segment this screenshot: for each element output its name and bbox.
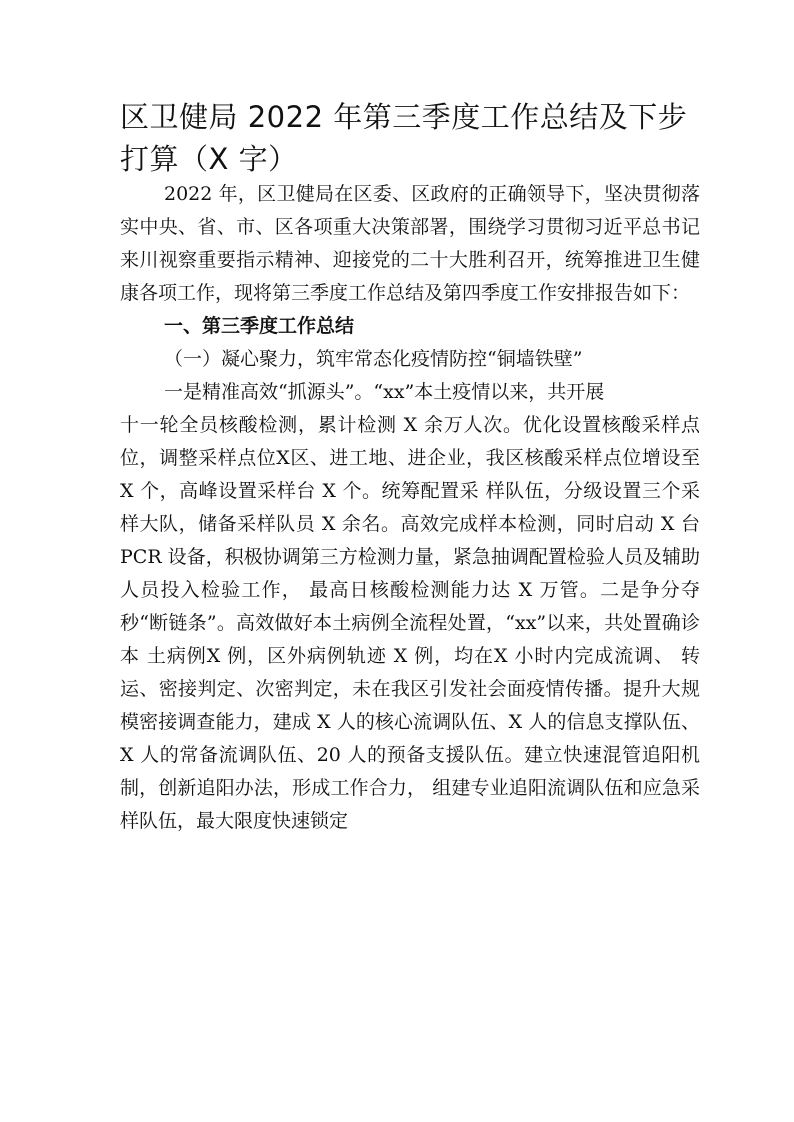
document-title: 区卫健局 2022 年第三季度工作总结及下步打算（X 字） [120,100,688,176]
document-body [120,178,700,838]
subsection-heading: （一）凝心聚力，筑牢常态化疫情防控“铜墙铁壁” [164,348,583,370]
paragraph-first-line: 一是精准高效“抓源头”。“xx”本土疫情以来，共开展 [164,381,605,403]
body-paragraph: 十一轮全员核酸检测，累计检测 X 余万人次。优化设置核酸采样点位，调整采样点位X区、进工地、进企业，我区核酸采样点位增设至 X 个，高峰设置采样台 X 个。统筹配置采 样队伍，分级设置三个采样大队，储备采样队员 X 余名。高效完成样本检测，同时启动 X 台PCR 设备，积极协调第三方检测力量，紧急抽调配置检验人员及辅助人员投入检验工作， 最高日核酸检测能力达 X 万管。二是争分夺秒“断链条”。高效做好本土病例全流程处置，“xx”以来，共处置确诊本 土病例X 例，区外病例轨迹 X 例，均在X 小时内完成流调、 转运、密接判定、次密判定，未在我区引发社会面疫情传播。提升大规模密接调查能力，建成 X 人的核心流调队伍、X 人的信息支撑队伍、X 人的常备流调队伍、20 人的预备支援队伍。建立快速混管追阳机制，创新追阳办法，形成工作合力， 组建专业追阳流调队伍和应急采样队伍，最大限度快速锁定 [120,414,700,832]
section-heading: 一、第三季度工作总结 [164,315,355,337]
intro-paragraph: 2022 年，区卫健局在区委、区政府的正确领导下，坚决贯彻落实中央、省、市、区各项重大决策部署，围绕学习贯彻习近平总书记来川视察重要指示精神、迎接党的二十大胜利召开，统筹推进卫生健康各项工作，现将第三季度工作总结及第四季度工作安排报告如下： [120,183,700,304]
